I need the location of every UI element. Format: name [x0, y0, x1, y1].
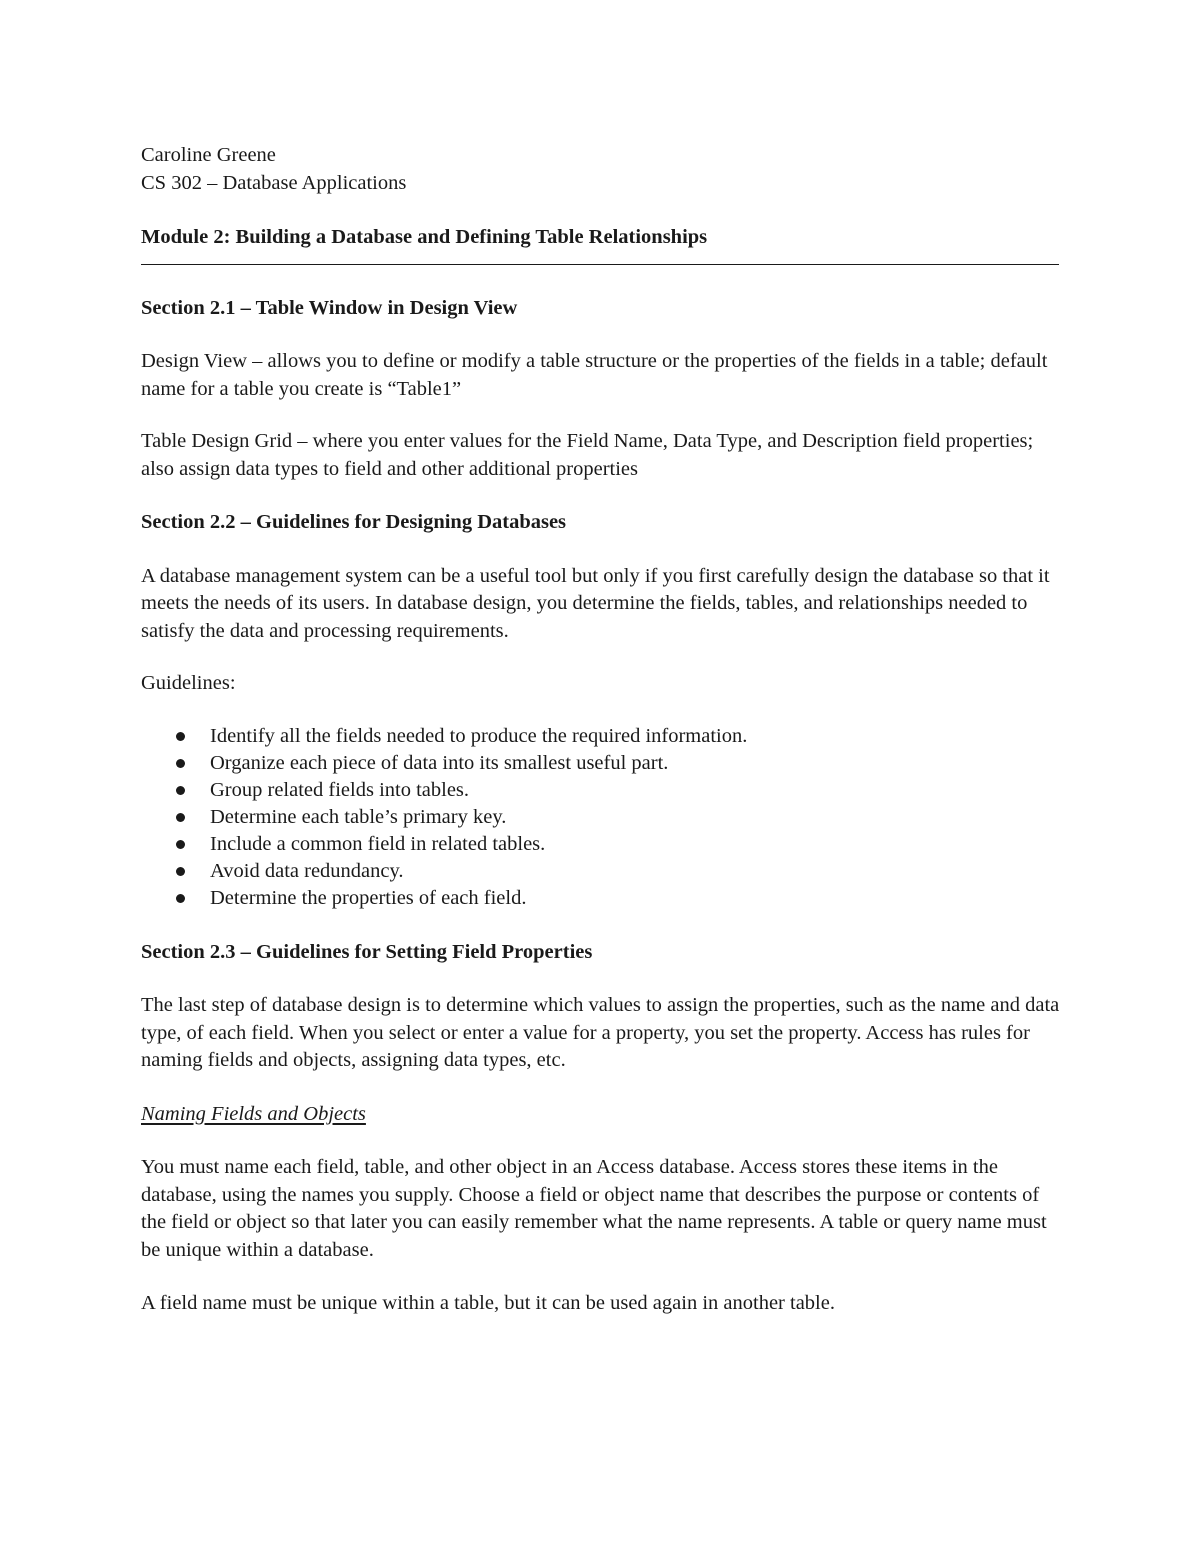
list-item: [141, 885, 1061, 912]
subheading-naming-fields: Naming Fields and Objects: [141, 1102, 366, 1125]
course-name: CS 302 – Database Applications: [141, 171, 407, 194]
list-item-text: Organize each piece of data into its smallest useful part.: [210, 751, 669, 774]
bullet-icon: [176, 894, 185, 903]
bullet-icon: [176, 786, 185, 795]
list-item: [141, 858, 1061, 885]
document-title: Module 2: Building a Database and Defining Table Relationships: [141, 226, 708, 248]
list-item-text: Identify all the fields needed to produce the required information.: [210, 724, 748, 747]
list-item: [141, 723, 1061, 750]
list-item-text: Determine each table’s primary key.: [210, 805, 507, 828]
section-heading-2-1: Section 2.1 – Table Window in Design View: [141, 296, 518, 319]
list-item: [141, 804, 1061, 831]
paragraph-unique-field-name: A field name must be unique within a table, but it can be used again in another table.: [141, 1292, 835, 1314]
section-heading-2-3: Section 2.3 – Guidelines for Setting Field Properties: [141, 940, 593, 963]
bullet-icon: [176, 840, 185, 849]
list-item: [141, 750, 1061, 777]
guidelines-label: Guidelines:: [141, 672, 236, 694]
section-heading-2-2: Section 2.2 – Guidelines for Designing Databases: [141, 511, 567, 533]
paragraph-database-design: A database management system can be a useful tool but only if you first carefully design the database so that it meets the needs of its users. In database design, you determine the fields, tables, and relationships needed to satisfy the data and processing requirements.: [141, 564, 1050, 642]
list-item: [141, 831, 1061, 858]
list-item-text: Group related fields into tables.: [210, 778, 470, 801]
bullet-icon: [176, 732, 185, 741]
list-item: [141, 777, 1061, 804]
bullet-icon: [176, 813, 185, 822]
author-name: Caroline Greene: [141, 144, 276, 166]
bullet-icon: [176, 759, 185, 768]
list-item-text: Avoid data redundancy.: [210, 859, 404, 882]
guidelines-list: [141, 723, 1061, 912]
paragraph-naming-objects: You must name each field, table, and other object in an Access database. Access stores these items in the database, using the names you supply. Choose a field or object name that describes the purpose or contents of the field or object so that later you can easily remember what the name represents. A table or query name must be unique within a database.: [141, 1156, 1047, 1261]
bullet-icon: [176, 867, 185, 876]
list-item-text: Include a common field in related tables.: [210, 832, 546, 855]
paragraph-field-properties: The last step of database design is to determine which values to assign the properties, such as the name and data type, of each field. When you select or enter a value for a property, you set the property. Access has rules for naming fields and objects, assigning data types, etc.: [141, 994, 1060, 1071]
document-page: [141, 142, 1061, 1318]
paragraph-design-view: Design View – allows you to define or modify a table structure or the properties of the fields in a table; default name for a table you create is “Table1”: [141, 350, 1048, 400]
paragraph-table-design-grid: Table Design Grid – where you enter values for the Field Name, Data Type, and Description field properties; also assign data types to field and other additional properties: [141, 430, 1034, 480]
list-item-text: Determine the properties of each field.: [210, 886, 527, 909]
